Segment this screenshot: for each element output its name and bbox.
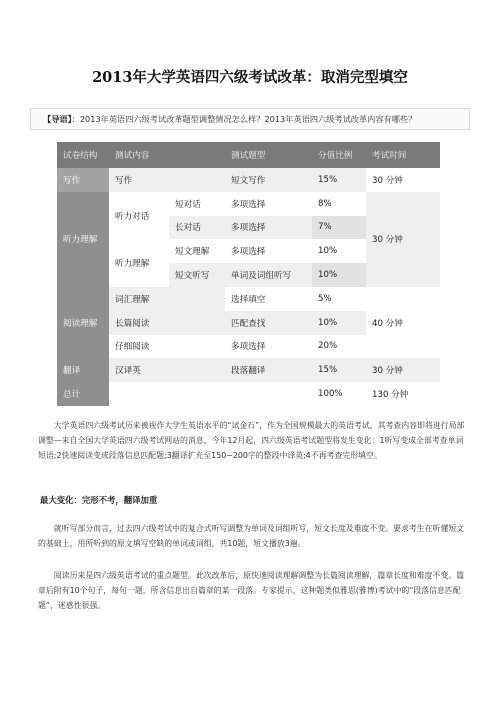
- table-row: [57, 287, 440, 311]
- header-cell: 测试题型: [225, 142, 312, 168]
- content-cell: 词汇理解: [109, 287, 225, 311]
- type-cell: 多项选择: [225, 216, 312, 240]
- table-row-total: [57, 382, 440, 406]
- type-cell: 短文写作: [225, 168, 312, 192]
- content-cell: 写作: [109, 168, 225, 192]
- time-cell: 130 分钟: [366, 382, 440, 406]
- time-cell: 30 分钟: [366, 192, 440, 287]
- sub-cell: 短文听写: [169, 263, 225, 287]
- table-row: [57, 192, 440, 216]
- content-cell: 听力理解: [109, 239, 169, 287]
- section-cell: 听力理解: [57, 192, 109, 287]
- ratio-cell: 15%: [312, 358, 366, 382]
- section-cell: 阅读理解: [57, 287, 109, 358]
- section-cell: 写作: [57, 168, 109, 192]
- type-cell: 选择填空: [225, 287, 312, 311]
- section-heading: 最大变化：完形不考，翻译加重: [40, 495, 158, 505]
- header-cell: 测试内容: [109, 142, 225, 168]
- sub-cell: 短文理解: [169, 239, 225, 263]
- paragraph-intro: 大学英语四六级考试历来被视作大学生英语水平的“试金石”，作为全国规模最大的英语考试，其考查内容即将进行局部调整—来自全国大学英语四六级考试网站的消息，今年12月起，四六级英语考试题型将发生变化：1听写变成全部考查单词短语;2快速阅读变成段落信息匹配题;3翻译扩充至150~200字的整段中译英;4不再考查完形填空。: [38, 421, 465, 460]
- type-cell: 多项选择: [225, 239, 312, 263]
- type-cell: 多项选择: [225, 335, 312, 359]
- table-row-translation: [57, 358, 440, 382]
- guide-box: [30, 108, 470, 130]
- type-cell: 单词及词组听写: [225, 263, 312, 287]
- table-row-writing: [57, 168, 440, 192]
- content-cell: 听力对话: [109, 192, 169, 240]
- paragraph-listening: 就听写部分而言，过去四六级考试中的复合式听写调整为单词及词组听写，短文长度及难度不变。要求考生在听懂短文的基础上，用所听到的原文填写空缺的单词或词组，共10题，短文播放3遍。: [38, 524, 465, 548]
- section-cell: 总计: [57, 382, 109, 406]
- header-cell: 试卷结构: [57, 142, 109, 168]
- ratio-cell: 10%: [312, 239, 366, 263]
- ratio-cell: 15%: [312, 168, 366, 192]
- table-header-row: [57, 142, 440, 168]
- ratio-cell: 100%: [312, 382, 366, 406]
- sub-cell: 长对话: [169, 216, 225, 240]
- type-cell: [225, 382, 312, 406]
- content-cell: [109, 382, 225, 406]
- time-cell: 30 分钟: [366, 168, 440, 192]
- guide-text: ：2013年英语四六级考试改革题型调整情况怎么样？2013年英语四六级考试改革内容有哪些？: [71, 114, 417, 124]
- guide-tag: 【导语】: [43, 114, 72, 124]
- ratio-cell: 10%: [312, 311, 366, 335]
- time-cell: 40 分钟: [366, 287, 440, 358]
- exam-structure-table: [57, 142, 440, 406]
- section-cell: 翻译: [57, 358, 109, 382]
- type-cell: 段落翻译: [225, 358, 312, 382]
- time-cell: 30 分钟: [366, 358, 440, 382]
- ratio-cell: 5%: [312, 287, 366, 311]
- page-title: 2013年大学英语四六级考试改革：取消完型填空: [92, 69, 408, 86]
- sub-cell: 短对话: [169, 192, 225, 216]
- header-cell: 分值比例: [312, 142, 366, 168]
- paragraph-reading: 阅读历来是四六级英语考试的重点题型。此次改革后，原快速阅读理解调整为长篇阅读理解，篇章长度和难度不变。篇章后附有10个句子，每句一题，所含信息出自篇章的某一段落。专家提示，这种题类似雅思(雅博)考试中的“段落信息匹配题”，迷惑性很强。: [38, 571, 465, 610]
- content-cell: 汉译英: [109, 358, 225, 382]
- type-cell: 匹配查找: [225, 311, 312, 335]
- ratio-cell: 20%: [312, 335, 366, 359]
- ratio-cell: 7%: [312, 216, 366, 240]
- content-cell: 长篇阅读: [109, 311, 225, 335]
- ratio-cell: 10%: [312, 263, 366, 287]
- header-cell: 考试时间: [366, 142, 440, 168]
- type-cell: 多项选择: [225, 192, 312, 216]
- ratio-cell: 8%: [312, 192, 366, 216]
- content-cell: 仔细阅读: [109, 335, 225, 359]
